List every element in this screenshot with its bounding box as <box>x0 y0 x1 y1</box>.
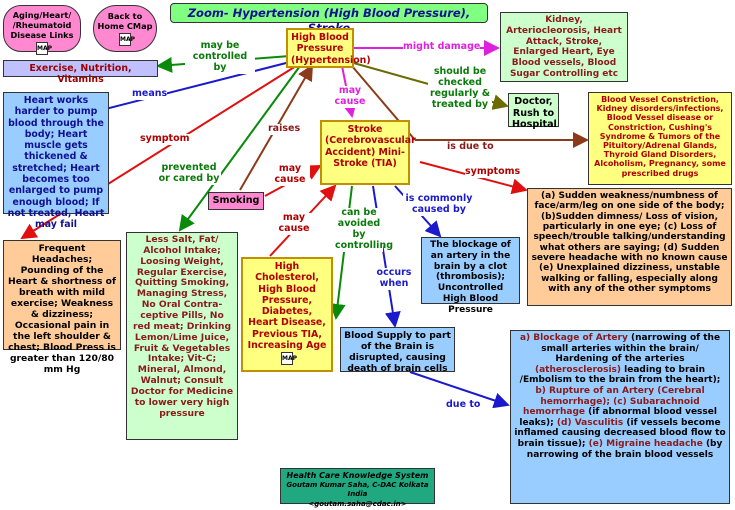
label-should-be-checked: should be checked regularly & treated by <box>429 66 491 110</box>
cause-a-term: (atherosclerosis) <box>534 364 622 375</box>
footer-system-name: Health Care Knowledge System <box>286 471 429 480</box>
label-raises: raises <box>268 123 301 134</box>
page-title <box>170 3 488 23</box>
smoking-node <box>208 192 264 210</box>
concept-map-icon[interactable]: MAP <box>36 42 48 55</box>
cause-e-heading: (e) Migraine headache <box>588 439 703 450</box>
doctor-node-text: Doctor, Rush to Hospital <box>512 96 557 130</box>
label-due-to: due to <box>446 399 481 410</box>
cause-a-tail: leading to brain /Embolism to the brain from the heart); <box>519 364 721 386</box>
kidney-node <box>500 12 628 82</box>
footer-author: Goutam Kumar Saha, C-DAC Kolkata India <box>286 481 429 499</box>
cause-e-text: (by narrowing of the brain blood vessels <box>526 439 723 460</box>
heart-works-node-text: Heart works harder to pump blood through the body; Heart muscle gets thickened & stretched; Heart becomes too enlarged to pump enough blood; If not treated, Heart may fail <box>7 95 105 231</box>
cause-a-text: (narrowing of the small arteries within the brain/ Hardening of the arteries <box>541 333 721 365</box>
hbp-node <box>286 28 371 68</box>
label-may-be-controlled-by: may be controlled by <box>185 41 255 74</box>
blood-supply-node-text: Blood Supply to part of the Brain is disrupted, causing death of brain cells <box>344 330 451 375</box>
label-may-cause-hbp: may cause <box>334 85 366 107</box>
stroke-symptoms-text: (a) Sudden weakness/numbness of face/arm/leg on one side of the body; (b)Sudden dimness/ Loss of vision, particularly in one eye; (c) Loss of speech/trouble talking/understanding what others are saying; (d) Sudden severe headache with no known cause (e) Unexplained dizziness, unstable walking or falling, especially along with any of the other symptoms <box>531 191 728 295</box>
cause-d-text: (if vessels become inflamed causing decreased blood flow to brain tissue); <box>514 417 726 450</box>
label-is-due-to: is due to <box>447 141 494 152</box>
label-can-be-avoided: can be avoided by controlling <box>335 207 394 251</box>
label-may-cause-risk: may cause <box>278 212 310 234</box>
cause-d-heading: (d) Vasculitis <box>556 417 624 428</box>
stroke-node-text: Stroke (Cerebrovascular Accident) Mini-Stroke (TIA) <box>325 124 416 169</box>
blood-vessel-causes-node <box>588 92 732 185</box>
doctor-node <box>508 93 559 130</box>
prevention-node <box>126 232 238 440</box>
back-to-home-cmap[interactable] <box>93 5 157 52</box>
blood-supply-node <box>340 327 455 375</box>
prevention-node-text: Less Salt, Fat/ Alcohol Intake; Loosing Weight, Regular Exercise, Quitting Smoking, Managing Stress, No Oral Contra-ceptive Pills, No red meat; Drinking Lemon/Lime Juice, Fruit & Vegetables Intake; Vit-C; Mineral, Almond, Walnut; Consult Doctor for Medicine to lower very high pressure <box>130 234 234 419</box>
label-might-damage: might damage <box>403 41 481 52</box>
label-may-cause-smoking: may cause <box>270 164 310 186</box>
aging-disease-links[interactable] <box>3 5 81 52</box>
heart-works-node <box>3 92 109 231</box>
page-title-text: Zoom- Hypertension (High Blood Pressure), <box>187 6 471 20</box>
kidney-node-text: Kidney, Arteriocleorosis, Heart Attack, Stroke, Enlarged Heart, Eye Blood vessels, Blood Sugar Controlling etc <box>506 15 622 79</box>
label-is-commonly-caused-by: is commonly caused by <box>403 194 475 216</box>
concept-map-icon[interactable]: MAP <box>119 33 131 46</box>
footer-credit <box>280 468 435 508</box>
smoking-node-text: Smoking <box>212 195 260 206</box>
hbp-symptoms-text: Frequent Headaches; Pounding of the Heart & shortness of breath with mild exercise; Weakness & dizziness; Occasional pain in the left shoulder & chest; Blood Press is greater than 120/80 mm Hg <box>8 243 116 376</box>
hbp-symptoms-node <box>3 240 121 376</box>
label-symptom: symptom <box>140 133 190 144</box>
risk-factors-text: High Cholesterol, High Blood Pressure, Diabetes, Heart Disease, Previous TIA, Increasing Age <box>247 261 327 351</box>
back-to-home-label: Back to Home CMap <box>97 11 153 31</box>
blockage-node-text: The blockage of an artery in the brain by a clot (thrombosis); Uncontrolled High Blood Pressure <box>430 240 511 315</box>
label-symptoms: symptoms <box>465 166 521 177</box>
exercise-node-text: Exercise, Nutrition, Vitamins <box>29 63 132 86</box>
cause-a-heading: a) Blockage of Artery <box>519 333 628 343</box>
exercise-node <box>3 60 158 86</box>
hbp-node-text: High Blood Pressure (Hypertension) <box>291 32 371 66</box>
label-occurs-when: occurs when <box>372 268 416 290</box>
concept-map-icon[interactable]: MAP <box>281 352 293 365</box>
blood-vessel-causes-text: Blood Vessel Constriction, Kidney disorders/infections, Blood Vessel disease or Constriction, Cushing's Syndrome & Tumors of the Pituitory/Adrenal Glands, Thyroid Gland Disorders, Alcoholism, Pregnancy, some prescribed drugs <box>594 95 726 178</box>
cause-c-text: (if abnormal blood vessel leaks); <box>519 407 717 428</box>
cause-c-heading: (c) Subarachnoid hemorrhage <box>523 396 700 418</box>
label-means: means <box>132 88 168 99</box>
footer-email: <goutam.saha@cdac.in> <box>308 499 407 508</box>
stroke-causes-node <box>510 330 730 504</box>
risk-factors-node <box>241 257 333 372</box>
label-prevented-or-cared-by: prevented or cared by <box>158 162 220 184</box>
stroke-symptoms-node <box>527 188 732 306</box>
cause-b-heading: b) Rupture of an Artery (Cerebral hemorrhage); <box>535 386 705 407</box>
blockage-node <box>421 237 520 315</box>
stroke-node <box>320 120 416 185</box>
aging-disease-links-label: Aging/Heart/ /Rheumatoid Disease Links <box>10 10 74 40</box>
